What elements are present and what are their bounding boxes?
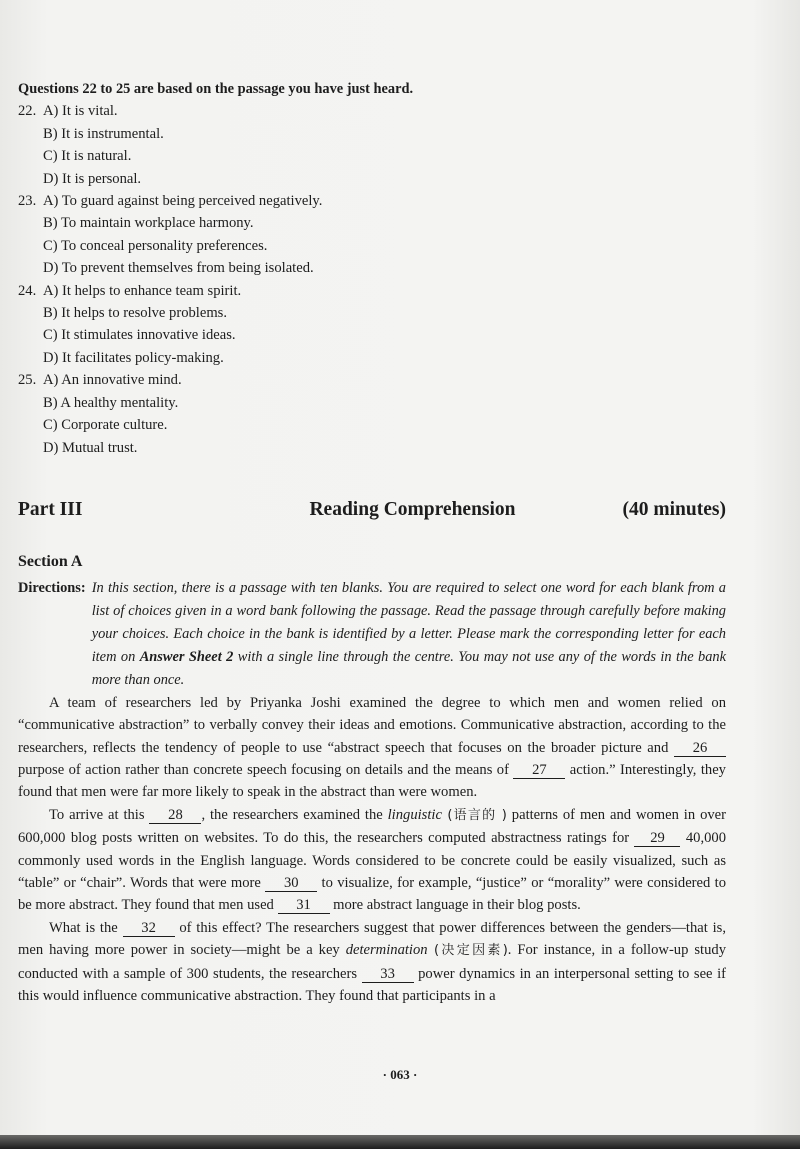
question-number: 22. bbox=[18, 103, 37, 120]
question-number: 24. bbox=[18, 282, 37, 299]
section-title: Section A bbox=[18, 553, 83, 571]
passage-paragraph-2: To arrive at this 28 , the researchers examined the linguistic (语言的 ) patterns of men and women in over 600,000 blog posts written on websites. To do this, the researchers computed abstractness ratings for 29 40,000 commonly used words in the English language. Words considered to be concrete could be easily visualized, such as “table” or “chair”. Words that were more 30 to visualize, for example, “justice” or “morality” were considered to be more abstract. They found that men used 31 more abstract language in their blog posts. bbox=[18, 806, 727, 914]
blank-27: 27 bbox=[513, 763, 565, 779]
part-heading bbox=[18, 499, 726, 521]
term-determination: determination bbox=[345, 942, 428, 959]
question-22 bbox=[18, 100, 726, 190]
directions-text: In this section, there is a passage with ten blanks. You are required to select one word for each blank from a list of choices given in a word bank following the passage. Read the passage through carefully before making your choices. Each choice in the bank is identified by a letter. Please mark the corresponding letter for each item on Answer Sheet 2 with a single line through the centre. You may not use any of the words in the bank more than once. bbox=[91, 579, 726, 688]
option-b: B) A healthy mentality. bbox=[43, 394, 179, 411]
listening-intro: Questions 22 to 25 are based on the passage you have just heard. bbox=[18, 81, 414, 97]
term-linguistic: linguistic bbox=[387, 806, 442, 823]
page-content bbox=[18, 78, 726, 1007]
option-d: D) To prevent themselves from being isolated. bbox=[43, 260, 314, 277]
part-title: Reading Comprehension bbox=[309, 498, 516, 520]
blank-29: 29 bbox=[634, 831, 680, 847]
page-bottom-edge bbox=[0, 1135, 800, 1149]
option-c: C) It stimulates innovative ideas. bbox=[43, 327, 236, 344]
blank-26: 26 bbox=[674, 741, 726, 757]
option-d: D) Mutual trust. bbox=[43, 439, 138, 456]
chinese-gloss: (语言的 ) bbox=[441, 807, 507, 823]
option-b: B) To maintain workplace harmony. bbox=[43, 215, 254, 232]
question-number: 25. bbox=[18, 372, 37, 389]
blank-28: 28 bbox=[149, 808, 201, 824]
blank-32: 32 bbox=[123, 921, 175, 937]
answer-sheet-ref: Answer Sheet 2 bbox=[139, 648, 234, 665]
question-24 bbox=[18, 280, 726, 370]
part-time: (40 minutes) bbox=[622, 498, 726, 520]
option-c: C) To conceal personality preferences. bbox=[43, 237, 268, 254]
option-a: A) An innovative mind. bbox=[43, 372, 182, 389]
blank-31: 31 bbox=[278, 898, 330, 914]
option-d: D) It facilitates policy-making. bbox=[43, 349, 224, 366]
question-23 bbox=[18, 190, 726, 280]
directions bbox=[18, 577, 726, 692]
directions-label: Directions: bbox=[18, 579, 86, 596]
question-number: 23. bbox=[18, 193, 37, 210]
chinese-gloss: (决定因素) bbox=[427, 943, 508, 959]
option-c: C) It is natural. bbox=[43, 148, 132, 165]
option-a: A) It is vital. bbox=[43, 103, 118, 120]
blank-30: 30 bbox=[265, 876, 317, 892]
page-number: · 063 · bbox=[382, 1067, 418, 1082]
option-b: B) It is instrumental. bbox=[43, 125, 164, 142]
passage-paragraph-3: What is the 32 of this effect? The researchers suggest that power differences between the genders—that is, men having more power in society—might be a key determination (决定因素). For instance, in a follow-up study conducted with a sample of 300 students, the researchers 33 power dynamics in an interpersonal setting to see if this would influence communicative abstraction. They found that participants in a bbox=[18, 919, 726, 1004]
option-b: B) It helps to resolve problems. bbox=[43, 305, 228, 322]
option-a: A) It helps to enhance team spirit. bbox=[43, 282, 242, 299]
option-c: C) Corporate culture. bbox=[43, 417, 168, 434]
passage-paragraph-1: A team of researchers led by Priyanka Joshi examined the degree to which men and women relied on “communicative abstraction” to verbally convey their ideas and emotions. Communicative abstraction, according to the researchers, reflects the tendency of people to use “abstract speech that focuses on the broader picture and 26 purpose of action rather than concrete speech focusing on details and the means of 27 action.” Interestingly, they found that men were far more likely to speak in the abstract than were women. bbox=[18, 694, 726, 801]
part-label: Part III bbox=[18, 498, 83, 520]
option-d: D) It is personal. bbox=[43, 170, 142, 187]
question-25 bbox=[18, 369, 726, 459]
blank-33: 33 bbox=[362, 967, 414, 983]
option-a: A) To guard against being perceived negatively. bbox=[43, 193, 323, 210]
